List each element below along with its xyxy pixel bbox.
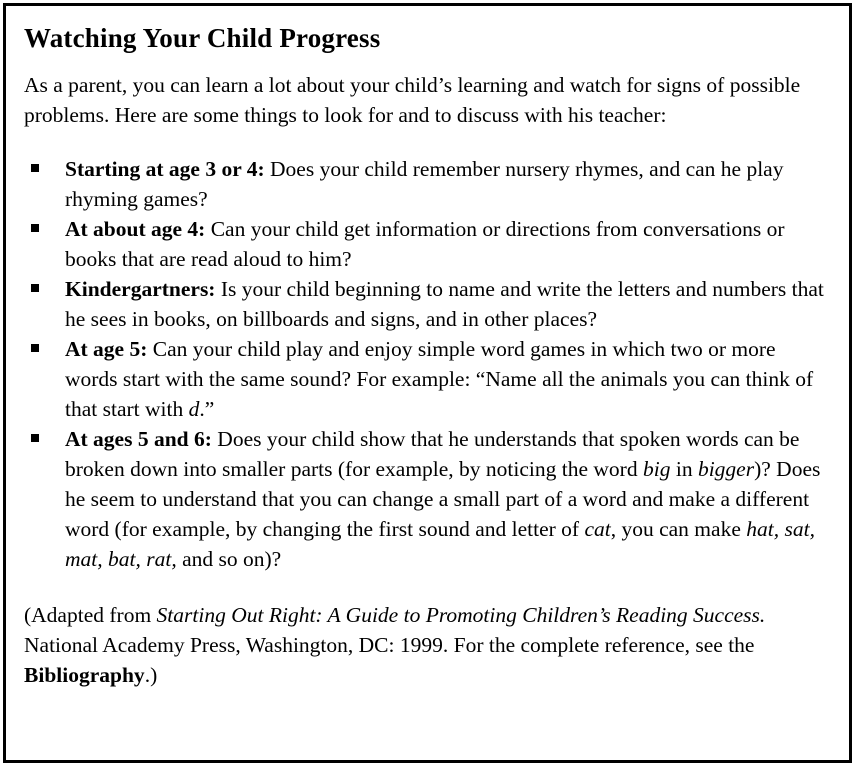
bullet-square-icon [31, 434, 39, 442]
document-border-frame [3, 3, 852, 763]
bullet-square-icon [31, 224, 39, 232]
list-item-text: At about age 4: Can your child get information or directions from conversations or books that are read aloud to him? [65, 217, 785, 271]
list-item [24, 154, 825, 214]
citation-paragraph: (Adapted from Starting Out Right: A Guide to Promoting Children’s Reading Success. National Academy Press, Washington, DC: 1999. For the complete reference, see the Bibliography.) [24, 603, 766, 687]
list-item-text: At age 5: Can your child play and enjoy simple word games in which two or more words start with the same sound? For example: “Name all the animals you can think of that start with d.” [65, 337, 814, 421]
bullet-square-icon [31, 284, 39, 292]
list-item-text: At ages 5 and 6: Does your child show that he understands that spoken words can be broken down into smaller parts (for example, by noticing the word big in bigger)? Does he seem to understand that you can change a small part of a word and make a different word (for example, by changing the first sound and letter of cat, you can make hat, sat, mat, bat, rat, and so on)? [65, 427, 821, 571]
list-item [24, 334, 825, 424]
list-item [24, 214, 825, 274]
intro-paragraph: As a parent, you can learn a lot about your child’s learning and watch for signs of possible problems. Here are some things to look for and to discuss with his teacher: [24, 73, 801, 127]
list-item [24, 274, 825, 334]
bullet-square-icon [31, 164, 39, 172]
list-item-text: Starting at age 3 or 4: Does your child remember nursery rhymes, and can he play rhyming games? [65, 157, 784, 211]
milestones-list [24, 154, 825, 574]
bullet-square-icon [31, 344, 39, 352]
list-item-text: Kindergartners: Is your child beginning to name and write the letters and numbers that he sees in books, on billboards and signs, and in other places? [65, 277, 824, 331]
list-item [24, 424, 825, 574]
page-title: Watching Your Child Progress [24, 23, 381, 53]
